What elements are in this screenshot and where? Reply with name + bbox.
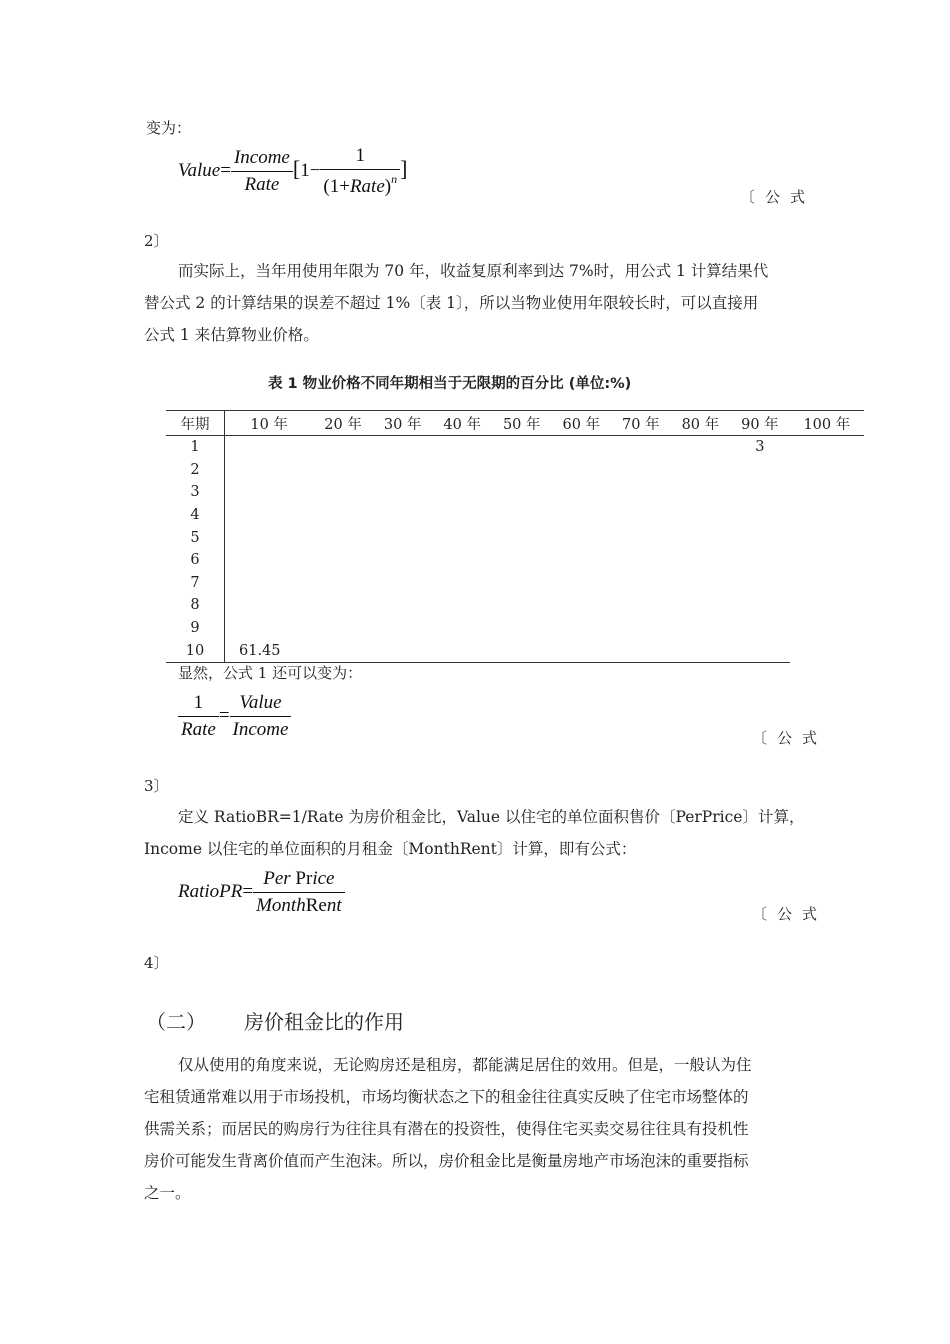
- section-title: 房价租金比的作用: [244, 1010, 404, 1034]
- table-cell: [313, 572, 373, 595]
- formula-2-ratio: [231, 147, 293, 196]
- table-header-cell: 70 年: [611, 411, 671, 436]
- paragraph-1-line-1: 而实际上，当年用使用年限为 70 年，收益复原利率到达 7%时，用公式 1 计算结果代: [178, 262, 769, 280]
- table-cell: [313, 526, 373, 549]
- table-cell: [552, 436, 612, 459]
- table-cell: [730, 481, 790, 504]
- section-number: （二）: [146, 1010, 206, 1034]
- formula-3-tag-prefix: 〔公式: [752, 729, 828, 747]
- formula-4-ratio: [253, 868, 345, 917]
- table-row: [166, 459, 864, 482]
- table-cell: [373, 504, 433, 527]
- table-row: [166, 594, 864, 617]
- table-cell: [730, 594, 790, 617]
- formula-2-den-one: 1: [329, 176, 340, 197]
- table-cell: [373, 639, 433, 662]
- formula-4-tag-prefix: 〔公式: [752, 905, 828, 923]
- table-header-cell: 10 年: [225, 411, 314, 436]
- table-header-cell: 90 年: [730, 411, 790, 436]
- table-cell: [552, 504, 612, 527]
- formula-4-denominator: [253, 893, 345, 917]
- formula-4-num-a: Per: [263, 868, 291, 889]
- table-row: [166, 526, 864, 549]
- table-cell: [730, 617, 790, 640]
- table-row-label: 6: [166, 549, 225, 572]
- table-row: [166, 504, 864, 527]
- table-cell: [611, 617, 671, 640]
- table-row: [166, 617, 864, 640]
- table-cell: [552, 617, 612, 640]
- table-cell: [492, 504, 552, 527]
- table-header-cell: 100 年: [790, 411, 864, 436]
- table-row-label: 7: [166, 572, 225, 595]
- table-cell: [730, 572, 790, 595]
- table-cell: [225, 526, 314, 549]
- table-row-label: 10: [166, 639, 225, 662]
- table-cell: [552, 526, 612, 549]
- table-row: [166, 436, 864, 459]
- table-cell: [611, 639, 671, 662]
- table-header-row: [166, 411, 864, 436]
- table-cell: [225, 459, 314, 482]
- table-cell: 3: [755, 439, 765, 456]
- table-row-label: 4: [166, 504, 225, 527]
- formula-3-den: Rate: [181, 719, 216, 740]
- data-table: [166, 410, 864, 663]
- paragraph-3-line-1: 仅从使用的角度来说，无论购房还是租房，都能满足居住的效用。但是，一般认为住: [178, 1056, 752, 1074]
- formula-2-rate: Rate: [244, 174, 280, 195]
- formula-2-denominator: [320, 170, 400, 198]
- paragraph-3-line-2: 宅租赁通常难以用于市场投机，市场均衡状态之下的租金往往真实反映了住宅市场整体的: [144, 1088, 749, 1106]
- table-cell: [313, 549, 373, 572]
- table-row: [166, 639, 864, 662]
- paragraph-1-line-3: 公式 1 来估算物业价格。: [144, 326, 319, 344]
- paragraph-3-line-3: 供需关系；而居民的购房行为往往具有潜在的投资性，使得住宅买卖交易往往具有投机性: [144, 1120, 749, 1138]
- formula-2-den-open: (: [323, 176, 330, 197]
- table-cell: [373, 572, 433, 595]
- table-cell: [552, 594, 612, 617]
- table-cell: [671, 436, 731, 459]
- formula-3-lhs: [178, 692, 219, 741]
- formula-3-rhs: [230, 692, 292, 741]
- formula-3-tag-suffix: 3〕: [144, 777, 169, 795]
- table-cell: [492, 639, 552, 662]
- formula-2-fraction: [320, 145, 400, 198]
- table-cell: [373, 617, 433, 640]
- table-header-cell: 20 年: [313, 411, 373, 436]
- table-row-label: 5: [166, 526, 225, 549]
- table-cell: [373, 436, 433, 459]
- table-cell: [730, 549, 790, 572]
- table-cell: [611, 526, 671, 549]
- table-cell: 61.45: [225, 639, 314, 662]
- table-cell: [611, 504, 671, 527]
- formula-4-numerator: [253, 868, 345, 893]
- paragraph-2-line-2: Income 以住宅的单位面积的月租金〔MonthRent〕计算，即有公式：: [144, 840, 637, 858]
- formula-3-income: Income: [232, 719, 289, 740]
- formula-2-tag-suffix: 2〕: [144, 232, 169, 250]
- table-cell: [492, 617, 552, 640]
- table-cell: [492, 572, 552, 595]
- formula-2-rbracket: ]: [400, 155, 408, 181]
- table-cell: [313, 481, 373, 504]
- table-cell: [552, 459, 612, 482]
- formula-4-num-c: ice: [312, 868, 335, 889]
- table-cell: [671, 594, 731, 617]
- table-cell: [313, 459, 373, 482]
- formula-3: [178, 692, 291, 741]
- table-cell: [671, 459, 731, 482]
- table-cell: [730, 459, 790, 482]
- table-cell: [432, 639, 492, 662]
- table-cell: [671, 504, 731, 527]
- table-row-label: 1: [166, 436, 225, 459]
- formula-4: [178, 868, 345, 917]
- table-cell: [225, 549, 314, 572]
- table-cell: [492, 549, 552, 572]
- formula-2-plus: +: [339, 176, 350, 197]
- formula-2-den-rate: Rate: [349, 176, 385, 197]
- formula-2-den-close: ): [384, 176, 392, 197]
- formula-2-eq: =: [220, 159, 231, 181]
- table-cell: [432, 504, 492, 527]
- table-row: [166, 481, 864, 504]
- table-cell: [730, 639, 790, 662]
- intro-line: 变为：: [146, 119, 192, 137]
- formula-2-tag-prefix: 〔公式: [740, 188, 816, 206]
- table-cell: [552, 481, 612, 504]
- table-cell: [671, 572, 731, 595]
- table-cell: [313, 504, 373, 527]
- formula-2-lhs: Value: [178, 159, 221, 181]
- table-cell: [611, 572, 671, 595]
- table-cell: [611, 594, 671, 617]
- formula-4-lhs: RatioPR: [178, 880, 243, 902]
- formula-3-eq: =: [218, 704, 230, 726]
- table-cell: [671, 549, 731, 572]
- table-header-cell: 40 年: [432, 411, 492, 436]
- table-row-label: 2: [166, 459, 225, 482]
- table-cell: [671, 617, 731, 640]
- table-cell: [432, 436, 492, 459]
- table-cell: [611, 459, 671, 482]
- table-header-cell: 50 年: [492, 411, 552, 436]
- table-cell: [552, 639, 612, 662]
- table-row-label: 9: [166, 617, 225, 640]
- table-cell: [313, 617, 373, 640]
- table-cell: [432, 572, 492, 595]
- table-cell: [730, 526, 790, 549]
- table-cell: [492, 481, 552, 504]
- formula-4-num-b: Pr: [295, 868, 313, 889]
- table-cell: [225, 481, 314, 504]
- table-cell: [225, 617, 314, 640]
- formula-2-minus: −: [309, 159, 321, 181]
- table-cell: [313, 594, 373, 617]
- formula-4-den-c: nt: [326, 895, 342, 916]
- table-cell: [225, 436, 314, 459]
- formula-4-den-b: Re: [305, 895, 327, 916]
- table-cell: [671, 526, 731, 549]
- formula-4-tag-suffix: 4〕: [144, 954, 169, 972]
- table-cell: [432, 526, 492, 549]
- table-cell: [492, 459, 552, 482]
- table-row: [166, 549, 864, 572]
- formula-2: [178, 145, 407, 198]
- table-header-cell: 80 年: [671, 411, 731, 436]
- table-cell: [313, 639, 373, 662]
- formula-4-eq: =: [242, 880, 254, 902]
- table-cell: [225, 504, 314, 527]
- table-cell: [225, 572, 314, 595]
- formula-2-income: Income: [231, 147, 293, 172]
- table-header-cell: 年期: [166, 411, 225, 436]
- table-cell: [671, 481, 731, 504]
- formula-4-den-a: Month: [256, 895, 306, 916]
- table-cell: [730, 504, 790, 527]
- table-cell: [552, 549, 612, 572]
- table-cell: [432, 617, 492, 640]
- table-cell: [671, 639, 731, 662]
- table-cell: [611, 549, 671, 572]
- table-cell: [492, 436, 552, 459]
- table-cell: [373, 549, 433, 572]
- table-cell: [432, 481, 492, 504]
- table-cell: [373, 459, 433, 482]
- table-cell: [611, 481, 671, 504]
- after-table-line: 显然，公式 1 还可以变为：: [178, 664, 363, 682]
- formula-3-value: Value: [230, 692, 292, 717]
- table-cell: [611, 436, 671, 459]
- table-cell: [373, 594, 433, 617]
- table-cell: [432, 459, 492, 482]
- table-cell: [313, 436, 373, 459]
- table-cell: [373, 526, 433, 549]
- table-cell: [432, 594, 492, 617]
- formula-2-one: 1: [300, 159, 310, 181]
- table-cell: [225, 594, 314, 617]
- formula-2-exponent: n: [391, 172, 398, 186]
- paragraph-3-line-4: 房价可能发生背离价值而产生泡沫。所以，房价租金比是衡量房地产市场泡沫的重要指标: [144, 1152, 749, 1170]
- paragraph-2-line-1: 定义 RatioBR=1/Rate 为房价租金比，Value 以住宅的单位面积售价〔PerPrice〕计算，: [178, 808, 805, 826]
- table-header-cell: 30 年: [373, 411, 433, 436]
- table-caption: 表 1 物业价格不同年期相当于无限期的百分比 (单位:%): [268, 376, 632, 392]
- table-row: [166, 572, 864, 595]
- table-cell: [492, 594, 552, 617]
- table-cell: [432, 549, 492, 572]
- formula-2-lbracket: [: [292, 155, 301, 181]
- table-cell: [492, 526, 552, 549]
- paragraph-3-line-5: 之一。: [144, 1184, 191, 1202]
- formula-3-num: 1: [178, 692, 219, 717]
- table-header-cell: 60 年: [552, 411, 612, 436]
- table-cell: [373, 481, 433, 504]
- table-row-label: 3: [166, 481, 225, 504]
- paragraph-1-line-2: 替公式 2 的计算结果的误差不超过 1%〔表 1〕，所以当物业使用年限较长时，可以直接用: [144, 294, 759, 312]
- table-row-label: 8: [166, 594, 225, 617]
- table-cell: [552, 572, 612, 595]
- formula-2-numerator: 1: [320, 145, 400, 170]
